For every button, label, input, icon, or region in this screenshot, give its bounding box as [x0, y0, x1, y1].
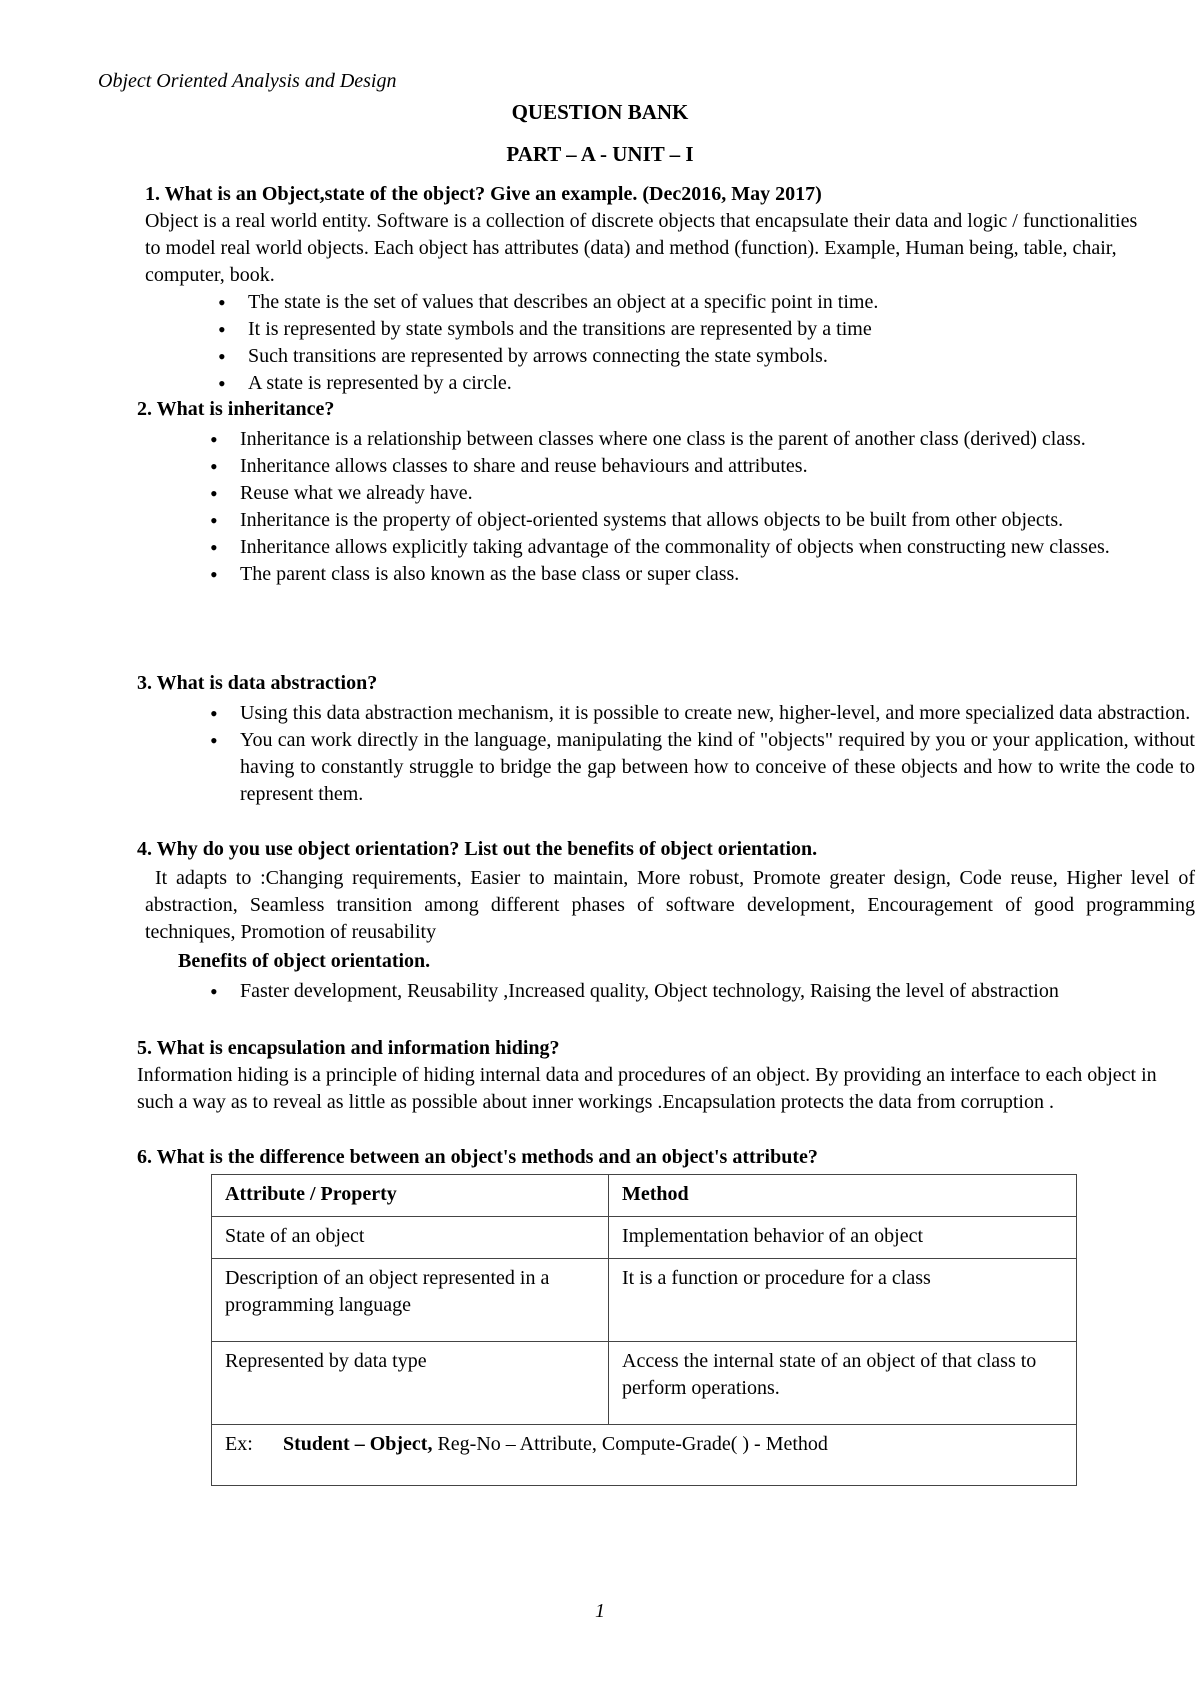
example-bold-text: Student – Object, [283, 1433, 433, 1455]
table-row [212, 1342, 1077, 1425]
answer-5: Information hiding is a principle of hiding internal data and procedures of an object. By providing an interface to each object in such a way as to reveal as little as possible about inner workings .Encapsulation protects the data from corruption . [137, 1064, 1157, 1113]
benefits-heading: Benefits of object orientation. [178, 950, 431, 972]
list-item: • Inheritance is a relationship between classes where one class is the parent of another class (derived) class. [207, 426, 1175, 453]
table-cell: Implementation behavior of an object [609, 1217, 1077, 1259]
question-1: 1. What is an Object,state of the object? Give an example. (Dec2016, May 2017) [145, 183, 822, 205]
table-cell: Access the internal state of an object of that class to perform operations. [609, 1342, 1077, 1425]
list-item: • It is represented by state symbols and the transitions are represented by a time [215, 316, 1095, 343]
list-item: • The parent class is also known as the base class or super class. [207, 561, 1175, 588]
question-5: 5. What is encapsulation and information hiding? [137, 1037, 560, 1059]
list-item: • Such transitions are represented by arrows connecting the state symbols. [215, 343, 1095, 370]
table-cell: State of an object [212, 1217, 609, 1259]
q3-bullet-list [207, 700, 1195, 808]
table-row [212, 1217, 1077, 1259]
page-number: 1 [595, 1600, 605, 1622]
list-item: • The state is the set of values that describes an object at a specific point in time. [215, 289, 1095, 316]
running-header: Object Oriented Analysis and Design [98, 70, 397, 92]
list-item: • Using this data abstraction mechanism, it is possible to create new, higher-level, and more specialized data abstraction. [207, 700, 1195, 727]
example-label: Ex: [225, 1433, 253, 1455]
table-cell: Description of an object represented in a programming language [212, 1259, 609, 1342]
table-row [212, 1259, 1077, 1342]
example-text: Reg-No – Attribute, Compute-Grade( ) - Method [432, 1433, 828, 1455]
page-subtitle: PART – A - UNIT – I [506, 142, 694, 166]
table-header-cell: Method [609, 1175, 1077, 1217]
q1-bullet-list [215, 289, 1095, 397]
list-item: • Inheritance is the property of object-oriented systems that allows objects to be built from other objects. [207, 507, 1175, 534]
list-item: • You can work directly in the language, manipulating the kind of "objects" required by you or your application, without having to constantly struggle to bridge the gap between how to conceive of these objects and how to write the code to represent them. [207, 727, 1195, 808]
example-cell [212, 1425, 1077, 1486]
question-6: 6. What is the difference between an object's methods and an object's attribute? [137, 1146, 818, 1168]
list-item: • Inheritance allows explicitly taking advantage of the commonality of objects when constructing new classes. [207, 534, 1175, 561]
question-2: 2. What is inheritance? [137, 398, 335, 420]
list-item: • A state is represented by a circle. [215, 370, 1095, 397]
list-item: • Reuse what we already have. [207, 480, 1175, 507]
list-item: • Faster development, Reusability ,Increased quality, Object technology, Raising the level of abstraction [207, 978, 1195, 1005]
q4-bullet-list [207, 978, 1195, 1005]
answer-4: It adapts to :Changing requirements, Easier to maintain, More robust, Promote greater design, Code reuse, Higher level of abstraction, Seamless transition among different phases of software development, Encouragement of good programming techniques, Promotion of reusability [145, 867, 1195, 943]
table-header-row [212, 1175, 1077, 1217]
q2-bullet-list [207, 426, 1175, 588]
page-title: QUESTION BANK [511, 100, 689, 124]
answer-1: Object is a real world entity. Software is a collection of discrete objects that encapsulate their data and logic / functionalities to model real world objects. Each object has attributes (data) and method (function). Example, Human being, table, chair, computer, book. [145, 210, 1138, 286]
table-cell: Represented by data type [212, 1342, 609, 1425]
table-cell: It is a function or procedure for a class [609, 1259, 1077, 1342]
table-example-row [212, 1425, 1077, 1486]
question-4: 4. Why do you use object orientation? List out the benefits of object orientation. [137, 838, 818, 860]
list-item: • Inheritance allows classes to share and reuse behaviours and attributes. [207, 453, 1175, 480]
table-header-cell: Attribute / Property [212, 1175, 609, 1217]
question-3: 3. What is data abstraction? [137, 672, 378, 694]
comparison-table [211, 1174, 1077, 1486]
